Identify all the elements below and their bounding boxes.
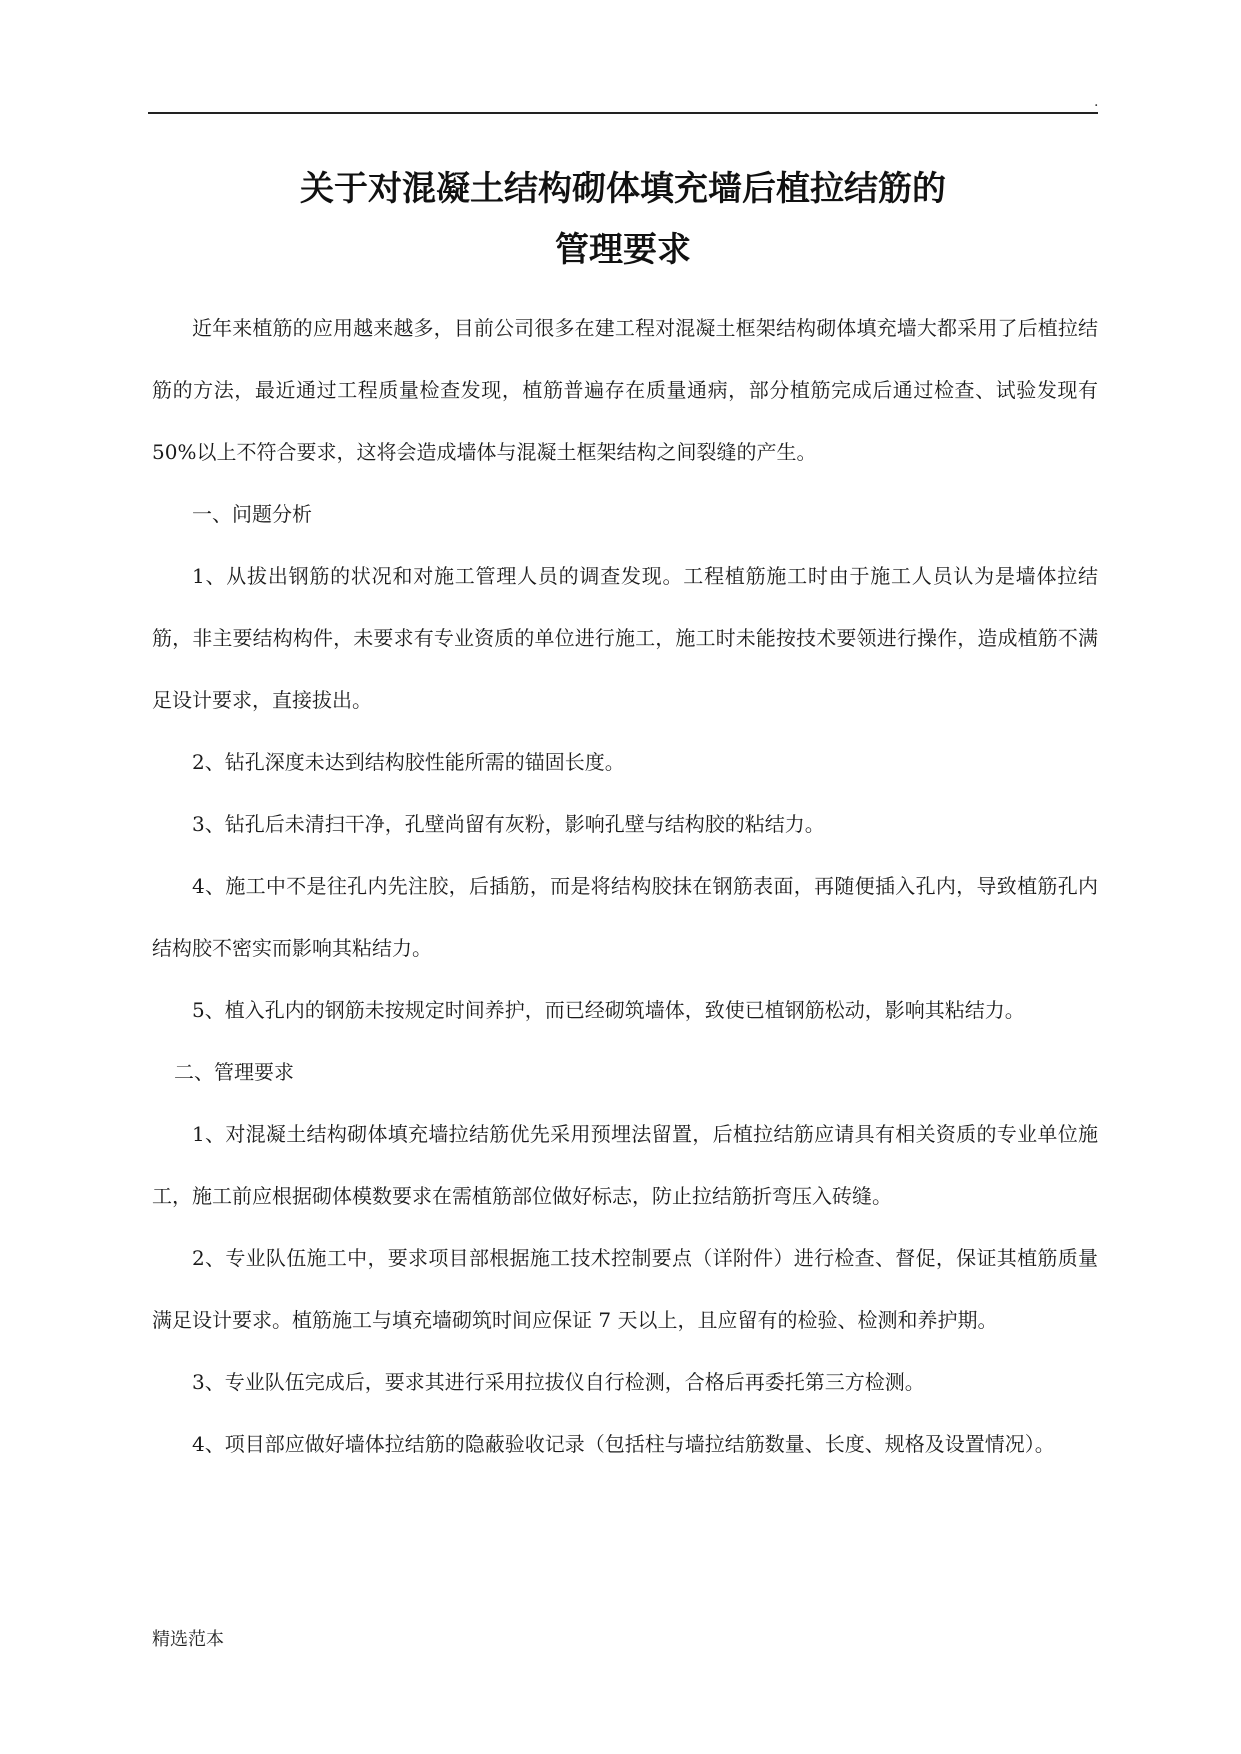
header-mark: . [1094, 94, 1099, 110]
header-rule [148, 112, 1098, 114]
section1-item-5: 5、植入孔内的钢筋未按规定时间养护，而已经砌筑墙体，致使已植钢筋松动，影响其粘结力。 [192, 998, 1025, 1022]
section1-item-4: 4、施工中不是往孔内先注胶，后插筋，而是将结构胶抹在钢筋表面，再随便插入孔内，导致植筋孔内结构胶不密实而影响其粘结力。 [152, 874, 1098, 960]
section1-item-2: 2、钻孔深度未达到结构胶性能所需的锚固长度。 [192, 750, 625, 774]
section1-item-3: 3、钻孔后未清扫干净，孔壁尚留有灰粉，影响孔壁与结构胶的粘结力。 [192, 812, 825, 836]
section2-item-3: 3、专业队伍完成后，要求其进行采用拉拔仪自行检测，合格后再委托第三方检测。 [192, 1370, 925, 1394]
intro-paragraph: 近年来植筋的应用越来越多，目前公司很多在建工程对混凝土框架结构砌体填充墙大都采用了后植拉结筋的方法，最近通过工程质量检查发现，植筋普遍存在质量通病，部分植筋完成后通过检查、试验发现有 50%以上不符合要求，这将会造成墙体与混凝土框架结构之间裂缝的产生。 [152, 316, 1098, 464]
section2-item-1: 1、对混凝土结构砌体填充墙拉结筋优先采用预埋法留置，后植拉结筋应请具有相关资质的专业单位施工，施工前应根据砌体模数要求在需植筋部位做好标志，防止拉结筋折弯压入砖缝。 [152, 1122, 1098, 1208]
document-body [152, 297, 1098, 1475]
footer-label: 精选范本 [152, 1629, 224, 1650]
document-title-line1: 关于对混凝土结构砌体填充墙后植拉结筋的 [300, 169, 946, 209]
section1-item-1: 1、从拔出钢筋的状况和对施工管理人员的调查发现。工程植筋施工时由于施工人员认为是墙体拉结筋，非主要结构构件，未要求有专业资质的单位进行施工，施工时未能按技术要领进行操作，造成植筋不满足设计要求，直接拔出。 [152, 564, 1098, 712]
section2-item-2: 2、专业队伍施工中，要求项目部根据施工技术控制要点（详附件）进行检查、督促，保证其植筋质量满足设计要求。植筋施工与填充墙砌筑时间应保证 7 天以上，且应留有的检验、检测和养护期。 [152, 1246, 1098, 1332]
section2-item-4: 4、项目部应做好墙体拉结筋的隐蔽验收记录（包括柱与墙拉结筋数量、长度、规格及设置情况）。 [192, 1432, 1055, 1456]
document-title-line2: 管理要求 [555, 230, 691, 270]
section2-heading: 二、管理要求 [174, 1060, 294, 1084]
section1-heading: 一、问题分析 [192, 502, 312, 526]
